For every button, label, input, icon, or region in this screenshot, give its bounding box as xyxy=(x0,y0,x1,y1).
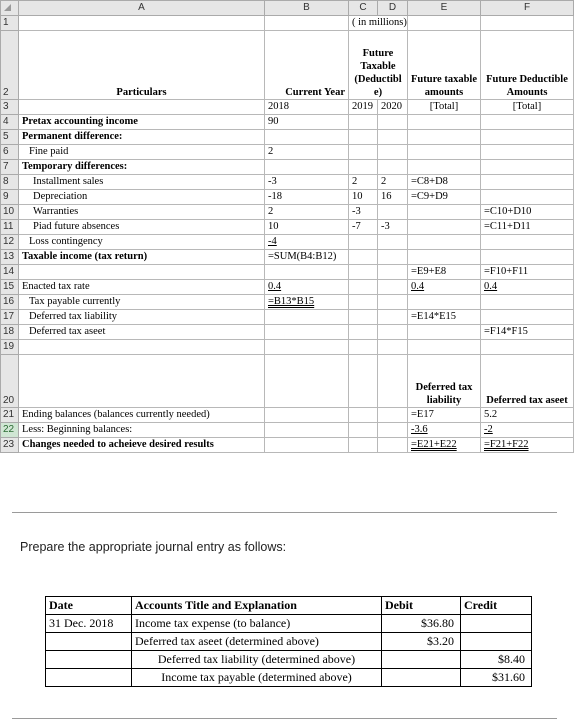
select-all-corner[interactable] xyxy=(1,1,19,16)
journal-account: Deferred tax aseet (determined above) xyxy=(132,633,382,651)
cell-d18[interactable] xyxy=(378,325,408,340)
row-header-8[interactable]: 8 xyxy=(1,175,19,190)
cell-d22[interactable] xyxy=(378,423,408,438)
divider-bottom xyxy=(12,718,557,719)
cell-b17[interactable] xyxy=(265,310,349,325)
cell-a22[interactable]: Less: Beginning balances: xyxy=(19,423,265,438)
cell-c19[interactable] xyxy=(349,340,378,355)
cell-f23[interactable]: =F21+F22 xyxy=(481,438,574,453)
cell-b19[interactable] xyxy=(265,340,349,355)
divider-top xyxy=(12,512,557,513)
row-header-13[interactable]: 13 xyxy=(1,250,19,265)
cell-a17[interactable]: Deferred tax liability xyxy=(19,310,265,325)
cell-d12[interactable] xyxy=(378,235,408,250)
cell-d11[interactable]: -3 xyxy=(378,220,408,235)
cell-c20[interactable] xyxy=(349,355,378,408)
cell-a14[interactable] xyxy=(19,265,265,280)
row-header-22[interactable]: 22 xyxy=(1,423,19,438)
row-header-14[interactable]: 14 xyxy=(1,265,19,280)
cell-d21[interactable] xyxy=(378,408,408,423)
cell-b3[interactable]: 2018 xyxy=(265,100,349,115)
row-header-2[interactable]: 2 xyxy=(1,31,19,100)
row-header-10[interactable]: 10 xyxy=(1,205,19,220)
cell-f18[interactable]: =F14*F15 xyxy=(481,325,574,340)
cell-b1[interactable] xyxy=(265,16,349,31)
cell-f4[interactable] xyxy=(481,115,574,130)
cell-d19[interactable] xyxy=(378,340,408,355)
cell-d9[interactable]: 16 xyxy=(378,190,408,205)
cell-e9[interactable]: =C9+D9 xyxy=(408,190,481,205)
cell-d4[interactable] xyxy=(378,115,408,130)
cell-c12[interactable] xyxy=(349,235,378,250)
journal-header-date: Date xyxy=(46,597,132,615)
cell-c17[interactable] xyxy=(349,310,378,325)
cell-e19[interactable] xyxy=(408,340,481,355)
cell-c8[interactable]: 2 xyxy=(349,175,378,190)
cell-a21[interactable]: Ending balances (balances currently needed) xyxy=(19,408,265,423)
cell-c7[interactable] xyxy=(349,160,378,175)
cell-f19[interactable] xyxy=(481,340,574,355)
cell-b4[interactable]: 90 xyxy=(265,115,349,130)
row-header-18[interactable]: 18 xyxy=(1,325,19,340)
cell-b20[interactable] xyxy=(265,355,349,408)
row-header-17[interactable]: 17 xyxy=(1,310,19,325)
row-header-19[interactable]: 19 xyxy=(1,340,19,355)
cell-e15[interactable]: 0.4 xyxy=(408,280,481,295)
cell-f13[interactable] xyxy=(481,250,574,265)
column-header-f[interactable]: F xyxy=(481,1,574,16)
journal-account: Income tax payable (determined above) xyxy=(132,669,382,687)
cell-d7[interactable] xyxy=(378,160,408,175)
cell-c2-future-taxable-header[interactable]: Future Taxable (Deductibl e) xyxy=(349,31,408,100)
cell-d13[interactable] xyxy=(378,250,408,265)
cell-f8[interactable] xyxy=(481,175,574,190)
cell-a11[interactable]: Piad future absences xyxy=(19,220,265,235)
cell-c13[interactable] xyxy=(349,250,378,265)
journal-credit xyxy=(461,633,532,651)
cell-a23[interactable]: Changes needed to acheieve desired results xyxy=(19,438,265,453)
row-header-21[interactable]: 21 xyxy=(1,408,19,423)
cell-e21[interactable]: =E17 xyxy=(408,408,481,423)
cell-f3[interactable]: [Total] xyxy=(481,100,574,115)
cell-c5[interactable] xyxy=(349,130,378,145)
cell-b16[interactable]: =B13*B15 xyxy=(265,295,349,310)
cell-e23[interactable]: =E21+E22 xyxy=(408,438,481,453)
cell-a4[interactable]: Pretax accounting income xyxy=(19,115,265,130)
cell-b9[interactable]: -18 xyxy=(265,190,349,205)
row-header-3[interactable]: 3 xyxy=(1,100,19,115)
cell-e10[interactable] xyxy=(408,205,481,220)
cell-f14[interactable]: =F10+F11 xyxy=(481,265,574,280)
cell-e3[interactable]: [Total] xyxy=(408,100,481,115)
cell-b2-current-year-header[interactable]: Current Year xyxy=(265,31,349,100)
journal-date xyxy=(46,633,132,651)
journal-header-credit: Credit xyxy=(461,597,532,615)
cell-f11[interactable]: =C11+D11 xyxy=(481,220,574,235)
instruction-text: Prepare the appropriate journal entry as follows: xyxy=(20,540,287,554)
cell-d23[interactable] xyxy=(378,438,408,453)
cell-d8[interactable]: 2 xyxy=(378,175,408,190)
cell-a13[interactable]: Taxable income (tax return) xyxy=(19,250,265,265)
cell-b6[interactable]: 2 xyxy=(265,145,349,160)
cell-d3[interactable]: 2020 xyxy=(378,100,408,115)
cell-d17[interactable] xyxy=(378,310,408,325)
journal-date xyxy=(46,669,132,687)
cell-a20[interactable] xyxy=(19,355,265,408)
cell-a15[interactable]: Enacted tax rate xyxy=(19,280,265,295)
cell-e18[interactable] xyxy=(408,325,481,340)
cell-a3[interactable] xyxy=(19,100,265,115)
cell-e17[interactable]: =E14*E15 xyxy=(408,310,481,325)
journal-row xyxy=(46,633,532,651)
cell-c9[interactable]: 10 xyxy=(349,190,378,205)
row-header-11[interactable]: 11 xyxy=(1,220,19,235)
cell-d16[interactable] xyxy=(378,295,408,310)
cell-f6[interactable] xyxy=(481,145,574,160)
row-header-6[interactable]: 6 xyxy=(1,145,19,160)
cell-f21[interactable]: 5.2 xyxy=(481,408,574,423)
cell-a5[interactable]: Permanent difference: xyxy=(19,130,265,145)
row-header-1[interactable]: 1 xyxy=(1,16,19,31)
cell-c10[interactable]: -3 xyxy=(349,205,378,220)
column-header-a[interactable]: A xyxy=(19,1,265,16)
cell-e11[interactable] xyxy=(408,220,481,235)
journal-credit: $8.40 xyxy=(461,651,532,669)
column-header-d[interactable]: D xyxy=(378,1,408,16)
cell-b13[interactable]: =SUM(B4:B12) xyxy=(265,250,349,265)
cell-d20[interactable] xyxy=(378,355,408,408)
cell-c3[interactable]: 2019 xyxy=(349,100,378,115)
cell-c4[interactable] xyxy=(349,115,378,130)
column-header-b[interactable]: B xyxy=(265,1,349,16)
cell-b21[interactable] xyxy=(265,408,349,423)
cell-f12[interactable] xyxy=(481,235,574,250)
cell-f20-deferred-tax-asset-header[interactable]: Deferred tax aseet xyxy=(481,355,574,408)
cell-b7[interactable] xyxy=(265,160,349,175)
cell-f5[interactable] xyxy=(481,130,574,145)
row-header-15[interactable]: 15 xyxy=(1,280,19,295)
cell-a2-particulars-header[interactable]: Particulars xyxy=(19,31,265,100)
cell-e5[interactable] xyxy=(408,130,481,145)
cell-a9[interactable]: Depreciation xyxy=(19,190,265,205)
cell-b14[interactable] xyxy=(265,265,349,280)
cell-f9[interactable] xyxy=(481,190,574,205)
journal-header-row xyxy=(46,597,532,615)
journal-entry-table xyxy=(45,596,532,687)
cell-c16[interactable] xyxy=(349,295,378,310)
row-header-20[interactable]: 20 xyxy=(1,355,19,408)
journal-debit: $3.20 xyxy=(382,633,461,651)
row-header-12[interactable]: 12 xyxy=(1,235,19,250)
row-header-5[interactable]: 5 xyxy=(1,130,19,145)
cell-c14[interactable] xyxy=(349,265,378,280)
cell-e7[interactable] xyxy=(408,160,481,175)
cell-e1[interactable] xyxy=(408,16,481,31)
cell-a8[interactable]: Installment sales xyxy=(19,175,265,190)
cell-e20-deferred-tax-liability-header[interactable]: Deferred tax liability xyxy=(408,355,481,408)
cell-d6[interactable] xyxy=(378,145,408,160)
cell-d14[interactable] xyxy=(378,265,408,280)
cell-a19[interactable] xyxy=(19,340,265,355)
row-header-7[interactable]: 7 xyxy=(1,160,19,175)
row-header-16[interactable]: 16 xyxy=(1,295,19,310)
cell-e12[interactable] xyxy=(408,235,481,250)
cell-b10[interactable]: 2 xyxy=(265,205,349,220)
cell-b12[interactable]: -4 xyxy=(265,235,349,250)
cell-b5[interactable] xyxy=(265,130,349,145)
journal-row xyxy=(46,615,532,633)
journal-credit xyxy=(461,615,532,633)
cell-a18[interactable]: Deferred tax aseet xyxy=(19,325,265,340)
cell-c11[interactable]: -7 xyxy=(349,220,378,235)
row-header-4[interactable]: 4 xyxy=(1,115,19,130)
journal-account: Income tax expense (to balance) xyxy=(132,615,382,633)
journal-row xyxy=(46,651,532,669)
journal-row xyxy=(46,669,532,687)
journal-header-debit: Debit xyxy=(382,597,461,615)
journal-date xyxy=(46,651,132,669)
cell-f17[interactable] xyxy=(481,310,574,325)
cell-c18[interactable] xyxy=(349,325,378,340)
select-all-triangle-icon xyxy=(4,4,11,11)
cell-f1[interactable] xyxy=(481,16,574,31)
cell-e8[interactable]: =C8+D8 xyxy=(408,175,481,190)
cell-f16[interactable] xyxy=(481,295,574,310)
journal-header-account: Accounts Title and Explanation xyxy=(132,597,382,615)
cell-b8[interactable]: -3 xyxy=(265,175,349,190)
cell-c22[interactable] xyxy=(349,423,378,438)
journal-date: 31 Dec. 2018 xyxy=(46,615,132,633)
journal-debit: $36.80 xyxy=(382,615,461,633)
cell-a16[interactable]: Tax payable currently xyxy=(19,295,265,310)
column-header-e[interactable]: E xyxy=(408,1,481,16)
row-header-9[interactable]: 9 xyxy=(1,190,19,205)
cell-d10[interactable] xyxy=(378,205,408,220)
cell-b15[interactable]: 0.4 xyxy=(265,280,349,295)
cell-c15[interactable] xyxy=(349,280,378,295)
cell-a1[interactable] xyxy=(19,16,265,31)
row-header-23[interactable]: 23 xyxy=(1,438,19,453)
cell-a10[interactable]: Warranties xyxy=(19,205,265,220)
cell-c1-units-label[interactable]: ( in millions) xyxy=(349,16,408,31)
cell-b23[interactable] xyxy=(265,438,349,453)
cell-a6[interactable]: Fine paid xyxy=(19,145,265,160)
cell-c21[interactable] xyxy=(349,408,378,423)
cell-e4[interactable] xyxy=(408,115,481,130)
cell-e2-future-taxable-amounts-header[interactable]: Future taxable amounts xyxy=(408,31,481,100)
cell-b22[interactable] xyxy=(265,423,349,438)
journal-account: Deferred tax liability (determined above) xyxy=(132,651,382,669)
cell-e16[interactable] xyxy=(408,295,481,310)
cell-f10[interactable]: =C10+D10 xyxy=(481,205,574,220)
column-header-c[interactable]: C xyxy=(349,1,378,16)
cell-b11[interactable]: 10 xyxy=(265,220,349,235)
journal-debit xyxy=(382,651,461,669)
cell-e14[interactable]: =E9+E8 xyxy=(408,265,481,280)
cell-e6[interactable] xyxy=(408,145,481,160)
cell-f22[interactable]: -2 xyxy=(481,423,574,438)
journal-debit xyxy=(382,669,461,687)
cell-e22[interactable]: -3.6 xyxy=(408,423,481,438)
cell-c6[interactable] xyxy=(349,145,378,160)
cell-f7[interactable] xyxy=(481,160,574,175)
cell-c23[interactable] xyxy=(349,438,378,453)
cell-b18[interactable] xyxy=(265,325,349,340)
cell-e13[interactable] xyxy=(408,250,481,265)
cell-a12[interactable]: Loss contingency xyxy=(19,235,265,250)
cell-d15[interactable] xyxy=(378,280,408,295)
cell-d5[interactable] xyxy=(378,130,408,145)
journal-credit: $31.60 xyxy=(461,669,532,687)
cell-a7[interactable]: Temporary differences: xyxy=(19,160,265,175)
cell-f15[interactable]: 0.4 xyxy=(481,280,574,295)
cell-f2-future-deductible-amounts-header[interactable]: Future Deductible Amounts xyxy=(481,31,574,100)
